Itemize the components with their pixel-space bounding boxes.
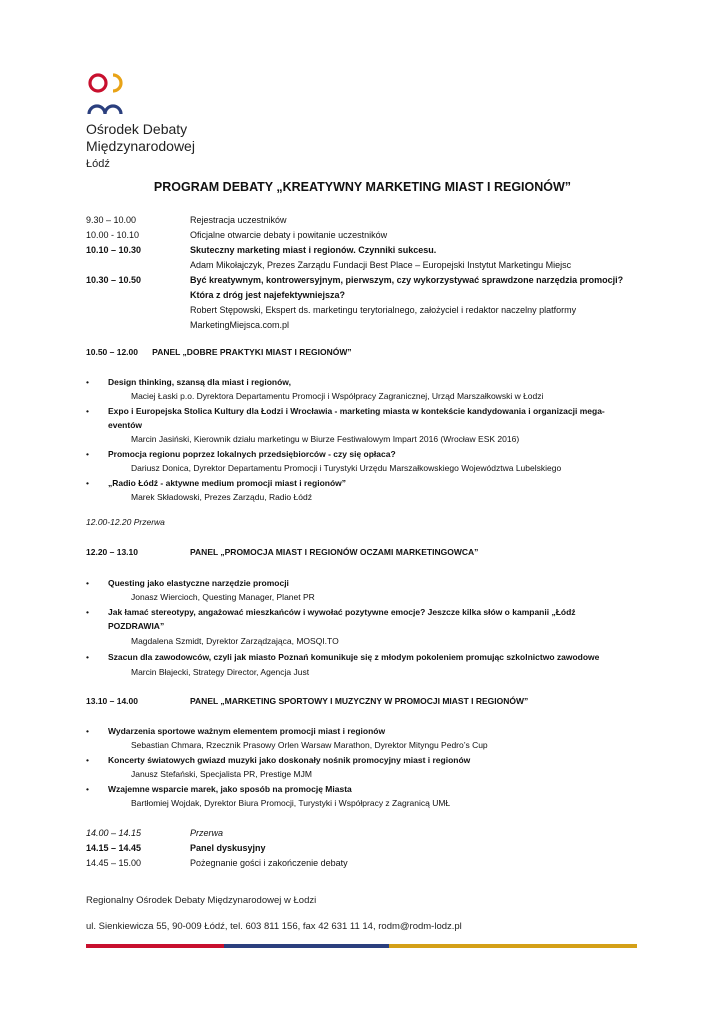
talk-title-continued: eventów (108, 420, 143, 430)
description: Oficjalne otwarcie debaty i powitanie uczestników (190, 230, 388, 240)
speaker: Adam Mikołajczyk, Prezes Zarządu Fundacji Best Place – Europejski Instytut Marketingu Miejsc (190, 260, 572, 270)
bullet-icon: • (86, 478, 89, 488)
bullet-icon: • (86, 377, 89, 387)
logo-blue-arcs (89, 106, 121, 114)
talk-title: Design thinking, szansą dla miast i regionów, (108, 377, 291, 387)
bullet-icon: • (86, 607, 89, 617)
org-name-line1: Ośrodek Debaty (86, 121, 188, 137)
speaker: Marcin Błajecki, Strategy Director, Agencja Just (131, 667, 310, 677)
talk-title: Jak łamać stereotypy, angażować mieszkańców i wywołać pozytywne emocje? Jeszcze kilka słów o kampanii „Łódź (108, 607, 576, 617)
time: 14.15 – 14.45 (86, 843, 142, 853)
speaker: Janusz Stefański, Specjalista PR, Prestige MJM (131, 769, 312, 779)
footer-bar-blue (224, 944, 389, 948)
speaker: Magdalena Szmidt, Dyrektor Zarządzająca, MOSQI.TO (131, 636, 339, 646)
talk-title: Wzajemne wsparcie marek, jako sposób na promocję Miasta (108, 784, 352, 794)
talk-title: Szacun dla zawodowców, czyli jak miasto Poznań komunikuje się z młodym pokoleniem promując szkolnictwo zawodowe (108, 652, 600, 662)
time: 14.45 – 15.00 (86, 858, 142, 868)
page-title: PROGRAM DEBATY „KREATYWNY MARKETING MIAST I REGIONÓW” (153, 180, 572, 194)
description: Pożegnanie gości i zakończenie debaty (190, 858, 348, 868)
talk-title: „Radio Łódź - aktywne medium promocji miast i regionów” (108, 478, 347, 488)
odm-logo-icon (86, 72, 138, 118)
panel-1-heading: 10.50 – 12.00 PANEL „DOBRE PRAKTYKI MIAST I REGIONÓW” (86, 347, 352, 357)
talk-title: Expo i Europejska Stolica Kultury dla Łodzi i Wrocławia - marketing miasta w kontekście kandydowania i organizacji mega- (108, 406, 605, 416)
speaker: Sebastian Chmara, Rzecznik Prasowy Orlen Warsaw Marathon, Dyrektor Mityngu Pedro’s Cup (131, 740, 488, 750)
panel-3-time: 13.10 – 14.00 (86, 696, 138, 706)
description: Przerwa (190, 828, 224, 838)
speaker: Jonasz Wiercioch, Questing Manager, Planet PR (131, 592, 315, 602)
time: 9.30 – 10.00 (86, 215, 137, 225)
talk-title: Koncerty światowych gwiazd muzyki jako doskonały nośnik promocyjny miast i regionów (108, 755, 471, 765)
logo-yellow-arc (113, 75, 121, 91)
time: 10.00 - 10.10 (86, 230, 140, 240)
speaker: Robert Stępowski, Ekspert ds. marketingu terytorialnego, założyciel i redaktor naczelny platformy (190, 305, 577, 315)
bullet-icon: • (86, 449, 89, 459)
talk-title: Wydarzenia sportowe ważnym elementem promocji miast i regionów (108, 726, 386, 736)
talk-title: Promocja regionu poprzez lokalnych przedsiębiorców - czy się opłaca? (108, 449, 396, 459)
time: 10.10 – 10.30 (86, 245, 142, 255)
description: Być kreatywnym, kontrowersyjnym, pierwszym, czy wykorzystywać sprawdzone narzędzia promocji? (190, 275, 624, 285)
time: 14.00 – 14.15 (86, 828, 142, 838)
speaker: Marcin Jasiński, Kierownik działu marketingu w Biurze Festiwalowym Impart 2016 (Wrocław ESK 2016) (131, 434, 520, 444)
speaker: Bartłomiej Wojdak, Dyrektor Biura Promocji, Turystyki i Współpracy z Zagranicą UMŁ (131, 798, 451, 808)
description: Rejestracja uczestników (190, 215, 287, 225)
footer-org-name: Regionalny Ośrodek Debaty Międzynarodowej w Łodzi (86, 895, 317, 906)
bullet-icon: • (86, 726, 89, 736)
panel-2-heading: PANEL „PROMOCJA MIAST I REGIONÓW OCZAMI MARKETINGOWCA” (190, 547, 479, 557)
bullet-icon: • (86, 406, 89, 416)
time: 10.30 – 10.50 (86, 275, 142, 285)
description: Panel dyskusyjny (190, 843, 266, 853)
footer-bar-red (86, 944, 224, 948)
speaker-continued: MarketingMiejsca.com.pl (190, 320, 290, 330)
logo-red-circle (90, 75, 106, 91)
bullet-icon: • (86, 755, 89, 765)
talk-title: Questing jako elastyczne narzędzie promocji (108, 578, 289, 588)
org-name-line2: Międzynarodowej (86, 138, 195, 154)
speaker: Maciej Łaski p.o. Dyrektora Departamentu Promocji i Współpracy Zagranicznej, Urząd Marszałkowski w Łodzi (131, 391, 544, 401)
panel-3-heading: PANEL „MARKETING SPORTOWY I MUZYCZNY W PROMOCJI MIAST I REGIONÓW” (190, 696, 529, 706)
speaker: Dariusz Donica, Dyrektor Departamentu Promocji i Turystyki Urzędu Marszałkowskiego Województwa Lubelskiego (131, 463, 562, 473)
footer-contact: ul. Sienkiewicza 55, 90-009 Łódź, tel. 603 811 156, fax 42 631 11 14, rodm@rodm-lodz.pl (86, 921, 462, 932)
footer-bar-gold (389, 944, 637, 948)
talk-title-continued: POZDRAWIA” (108, 621, 165, 631)
bullet-icon: • (86, 652, 89, 662)
bullet-icon: • (86, 784, 89, 794)
description: Skuteczny marketing miast i regionów. Czynniki sukcesu. (190, 245, 437, 255)
panel-2-time: 12.20 – 13.10 (86, 547, 138, 557)
break-note: 12.00-12.20 Przerwa (86, 517, 165, 527)
org-city: Łódź (86, 158, 110, 170)
description-continued: Która z dróg jest najefektywniejsza? (190, 290, 346, 300)
bullet-icon: • (86, 578, 89, 588)
speaker: Marek Składowski, Prezes Zarządu, Radio Łódź (131, 492, 312, 502)
